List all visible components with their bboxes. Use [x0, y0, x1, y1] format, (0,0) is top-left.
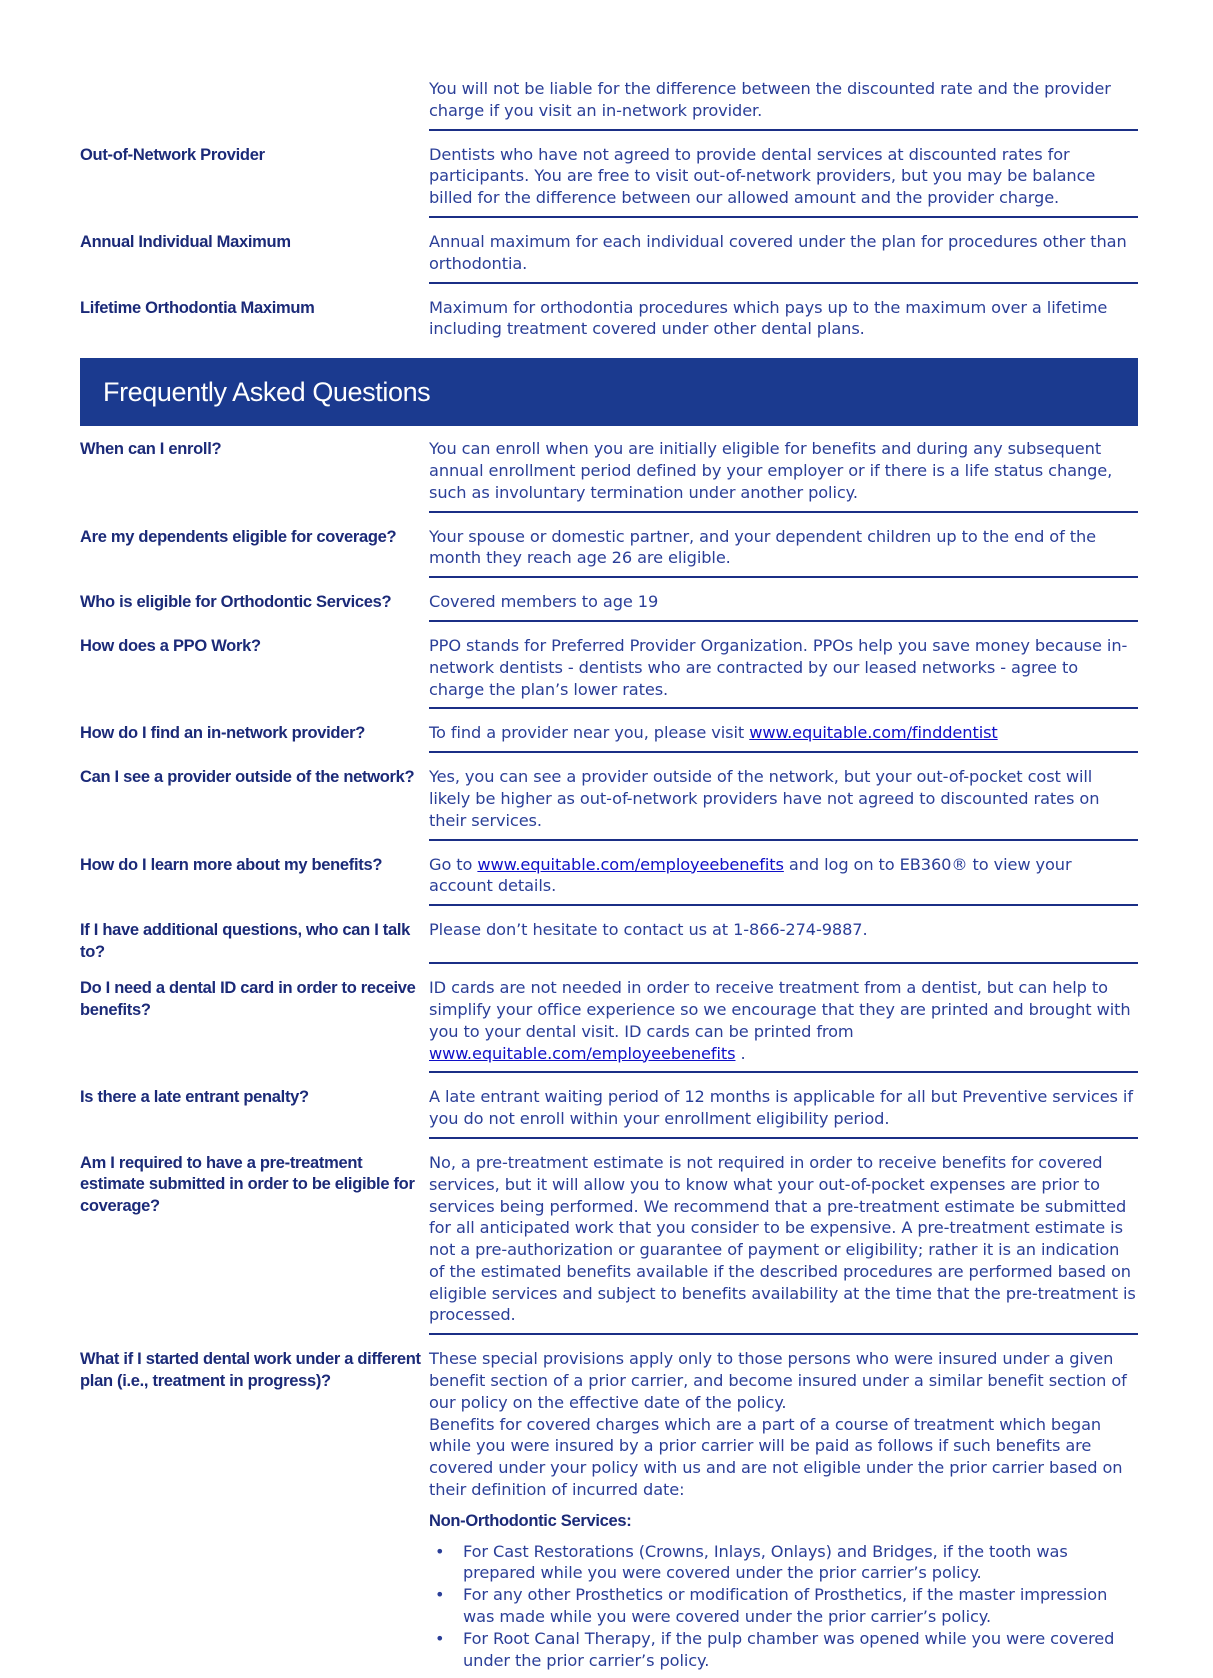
definition-term-empty [80, 76, 429, 79]
definition-text: You will not be liable for the difference between the discounted rate and the provider charge if you visit an in-network provider. [429, 76, 1138, 131]
faq-answer-text: . [735, 1043, 746, 1063]
faq-answer: A late entrant waiting period of 12 months is applicable for all but Preventive services if you do not enroll within your enrollment eligibility period. [429, 1084, 1138, 1139]
faq-question: How do I find an in-network provider? [80, 724, 365, 743]
faq-row [80, 1150, 1138, 1335]
faq-question: Are my dependents eligible for coverage? [80, 527, 397, 546]
definition-term: Out-of-Network Provider [80, 145, 265, 164]
faq-answer: Covered members to age 19 [429, 589, 1138, 622]
faq-answer: PPO stands for Preferred Provider Organization. PPOs help you save money because in-network dentists - dentists who are contracted by our leased networks - agree to charge the plan’s lower rates. [429, 633, 1138, 709]
list-item: • For any other Prosthetics or modification of Prosthetics, if the master impression was made while you were covered under the prior carrier’s policy. [463, 1584, 1138, 1628]
faq-question: If I have additional questions, who can I talk to? [80, 921, 411, 961]
faq-question: Who is eligible for Orthodontic Services? [80, 593, 392, 612]
definition-row [80, 142, 1138, 218]
faq-question: Am I required to have a pre-treatment estimate submitted in order to be eligible for coverage? [80, 1153, 415, 1215]
faq-question: When can I enroll? [80, 440, 222, 459]
find-dentist-link[interactable]: www.equitable.com/finddentist [749, 723, 998, 743]
faq-row [80, 589, 1138, 622]
definition-text: Maximum for orthodontia procedures which pays up to the maximum over a lifetime including treatment covered under other dental plans. [429, 297, 1108, 339]
faq-row [80, 633, 1138, 709]
faq-answer-paragraph: Benefits for covered charges which are a part of a course of treatment which began while you were insured by a prior carrier will be paid as follows if such benefits are covered under your policy with us and are not eligible under the prior carrier based on their definition of incurred date: [429, 1414, 1123, 1500]
faq-row [80, 1084, 1138, 1139]
faq-answer-paragraph: These special provisions apply only to those persons who were insured under a given benefit section of a prior carrier, and become insured under a similar benefit section of our policy on the effective date of the policy. [429, 1349, 1127, 1412]
document-page [80, 76, 1138, 1678]
definition-text: Annual maximum for each individual covered under the plan for procedures other than orthodontia. [429, 229, 1138, 284]
faq-question: Do I need a dental ID card in order to receive benefits? [80, 979, 416, 1019]
faq-row [80, 720, 1138, 753]
faq-row [80, 975, 1138, 1073]
faq-answer-text: Go to [429, 854, 478, 874]
faq-question: How does a PPO Work? [80, 636, 261, 655]
definition-term: Annual Individual Maximum [80, 232, 291, 251]
faq-answer: No, a pre-treatment estimate is not required in order to receive benefits for covered services, but it will allow you to know what your out-of-pocket expenses are prior to services being performed. We recommend that a pre-treatment estimate be submitted for all anticipated work that you consider to be expensive. A pre-treatment estimate is not a pre-authorization or guarantee of payment or eligibility; rather it is an indication of the estimated benefits available if the described procedures are performed based on eligible services and subject to benefits availability at the time that the pre-treatment is processed. [429, 1150, 1138, 1335]
faq-row [80, 524, 1138, 579]
definition-row [80, 295, 1138, 348]
faq-answer: Yes, you can see a provider outside of the network, but your out-of-pocket cost will likely be higher as out-of-network providers have not agreed to discounted rates on their services. [429, 764, 1138, 840]
faq-row [80, 917, 1138, 964]
faq-row [80, 764, 1138, 840]
faq-row [80, 436, 1138, 512]
definition-row [80, 229, 1138, 284]
faq-answer-text: and log on to EB360® to view your account details. [429, 854, 1072, 896]
employee-benefits-link[interactable]: www.equitable.com/employeebenefits [429, 1043, 736, 1063]
faq-answer-text: ID cards are not needed in order to receive treatment from a dentist, but can help to simplify your office experience so we encourage that they are printed and brought with you to your dental visit. ID cards can be printed from [429, 978, 1131, 1041]
definition-row-continued [80, 76, 1138, 131]
list-item: • For Root Canal Therapy, if the pulp chamber was opened while you were covered under the prior carrier’s policy. [463, 1628, 1138, 1672]
definition-term: Lifetime Orthodontia Maximum [80, 298, 315, 317]
faq-answer: You can enroll when you are initially eligible for benefits and during any subsequent annual enrollment period defined by your employer or if there is a life status change, such as involuntary termination under another policy. [429, 436, 1138, 512]
faq-question: Can I see a provider outside of the network? [80, 768, 415, 787]
faq-answer [429, 975, 1138, 1073]
faq-row [80, 1346, 1138, 1678]
faq-answer [429, 720, 1138, 753]
faq-question: Is there a late entrant penalty? [80, 1088, 309, 1107]
faq-question: How do I learn more about my benefits? [80, 855, 383, 874]
faq-answer: Please don’t hesitate to contact us at 1-866-274-9887. [429, 917, 1138, 964]
faq-answer-text: To find a provider near you, please visit [429, 723, 750, 743]
faq-answer: Your spouse or domestic partner, and your dependent children up to the end of the month they reach age 26 are eligible. [429, 524, 1138, 579]
faq-answer-subheading: Non-Orthodontic Services: [429, 1511, 632, 1530]
faq-row [80, 852, 1138, 907]
bullet-list [429, 1541, 1138, 1672]
faq-answer [429, 852, 1138, 907]
definition-text: Dentists who have not agreed to provide dental services at discounted rates for participants. You are free to visit out-of-network providers, but you may be balance billed for the difference between our allowed amount and the provider charge. [429, 142, 1138, 218]
faq-question: What if I started dental work under a different plan (i.e., treatment in progress)? [80, 1350, 421, 1390]
list-item: • For Cast Restorations (Crowns, Inlays, Onlays) and Bridges, if the tooth was prepared while you were covered under the prior carrier’s policy. [463, 1541, 1138, 1585]
faq-section-header: Frequently Asked Questions [80, 358, 1138, 426]
faq-answer [429, 1346, 1138, 1678]
employee-benefits-link[interactable]: www.equitable.com/employeebenefits [477, 854, 784, 874]
